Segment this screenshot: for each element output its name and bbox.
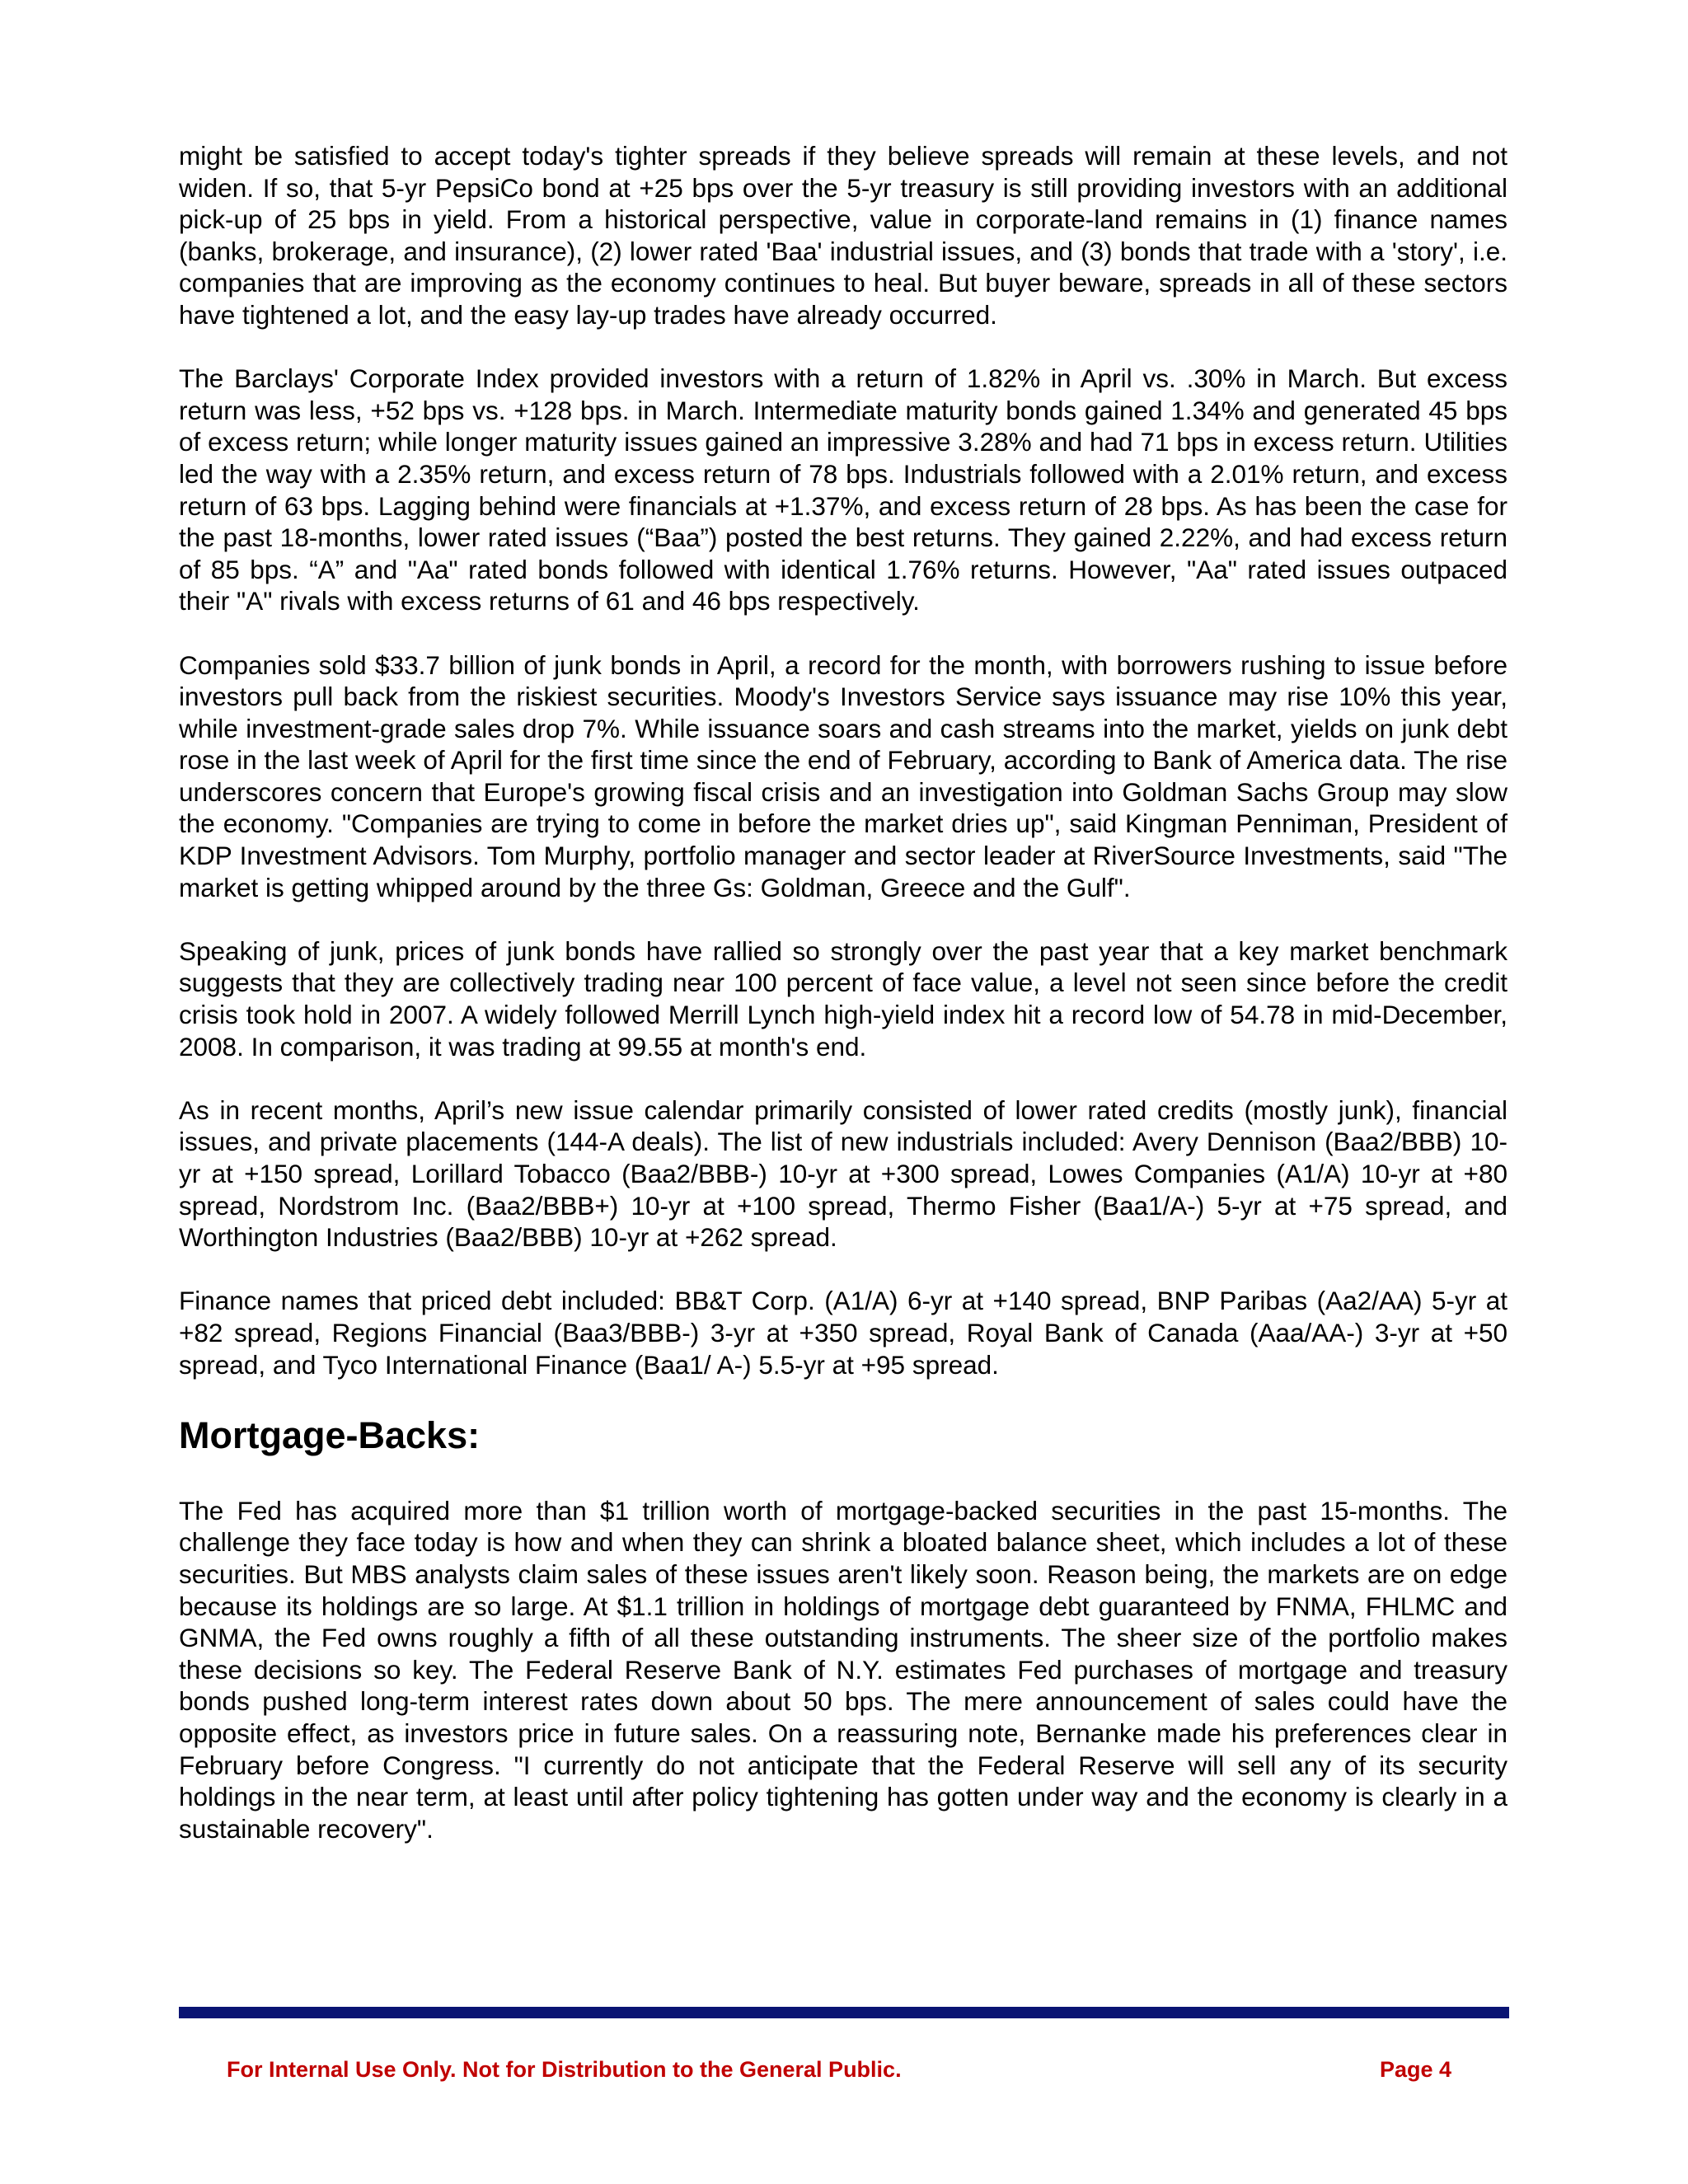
paragraph-fed-mbs: The Fed has acquired more than $1 trillion worth of mortgage-backed securities in the past 15-months. The challenge they face today is how and when they can shrink a bloated balance sheet, which includes a lot of these securities. But MBS analysts claim sales of these issues aren't likely soon. Reason being, the markets are on edge because its holdings are so large. At $1.1 trillion in holdings of mortgage debt guaranteed by FNMA, FHLMC and GNMA, the Fed owns roughly a fifth of all these outstanding instruments. The sheer size of the portfolio makes these decisions so key. The Federal Reserve Bank of N.Y. estimates Fed purchases of mortgage and treasury bonds pushed long-term interest rates down about 50 bps. The mere announcement of sales could have the opposite effect, as investors price in future sales. On a reassuring note, Bernanke made his preferences clear in February before Congress. "I currently do not anticipate that the Federal Reserve will sell any of its security holdings in the near term, at least until after policy tightening has gotten under way and the economy is clearly in a sustainable recovery". <box>179 1495 1507 1844</box>
footer-divider <box>179 2007 1509 2018</box>
paragraph-new-industrials: As in recent months, April’s new issue calendar primarily consisted of lower rated credits (mostly junk), financial issues, and private placements (144-A deals). The list of new industrials included: Avery Dennison (Baa2/BBB) 10-yr at +150 spread, Lorillard Tobacco (Baa2/BBB-) 10-yr at +300 spread, Lowes Companies (A1/A) 10-yr at +80 spread, Nordstrom Inc. (Baa2/BBB+) 10-yr at +100 spread, Thermo Fisher (Baa1/A-) 5-yr at +75 spread, and Worthington Industries (Baa2/BBB) 10-yr at +262 spread. <box>179 1094 1507 1253</box>
paragraph-spread-value: might be satisfied to accept today's tighter spreads if they believe spreads will remain at these levels, and not widen. If so, that 5-yr PepsiCo bond at +25 bps over the 5-yr treasury is still providing investors with an additional pick-up of 25 bps in yield. From a historical perspective, value in corporate-land remains in (1) finance names (banks, brokerage, and insurance), (2) lower rated 'Baa' industrial issues, and (3) bonds that trade with a 'story', i.e. companies that are improving as the economy continues to heal. But buyer beware, spreads in all of these sectors have tightened a lot, and the easy lay-up trades have already occurred. <box>179 141 1507 330</box>
page-number: Page 4 <box>1380 2057 1452 2082</box>
section-heading-mortgage-backs: Mortgage-Backs: <box>179 1413 481 1456</box>
paragraph-junk-prices: Speaking of junk, prices of junk bonds have rallied so strongly over the past year that a key market benchmark suggests that they are collectively trading near 100 percent of face value, a level not seen since before the credit crisis took hold in 2007. A widely followed Merrill Lynch high-yield index hit a record low of 54.78 in mid-December, 2008. In comparison, it was trading at 99.55 at month's end. <box>179 935 1507 1062</box>
footer-disclaimer: For Internal Use Only. Not for Distribution to the General Public. <box>227 2057 902 2082</box>
paragraph-barclays-index: The Barclays' Corporate Index provided investors with a return of 1.82% in April vs. .30% in March. But excess return was less, +52 bps vs. +128 bps. in March. Intermediate maturity bonds gained 1.34% and generated 45 bps of excess return; while longer maturity issues gained an impressive 3.28% and had 71 bps in excess return. Utilities led the way with a 2.35% return, and excess return of 78 bps. Industrials followed with a 2.01% return, and excess return of 63 bps. Lagging behind were financials at +1.37%, and excess return of 28 bps. As has been the case for the past 18-months, lower rated issues (“Baa”) posted the best returns. They gained 2.22%, and had excess return of 85 bps. “A” and "Aa" rated bonds followed with identical 1.76% returns. However, "Aa" rated issues outpaced their "A" rivals with excess returns of 61 and 46 bps respectively. <box>179 363 1507 616</box>
paragraph-junk-issuance: Companies sold $33.7 billion of junk bonds in April, a record for the month, with borrowers rushing to issue before investors pull back from the riskiest securities. Moody's Investors Service says issuance may rise 10% this year, while investment-grade sales drop 7%. While issuance soars and cash streams into the market, yields on junk debt rose in the last week of April for the first time since the end of February, according to Bank of America data. The rise underscores concern that Europe's growing fiscal crisis and an investigation into Goldman Sachs Group may slow the economy. "Companies are trying to come in before the market dries up", said Kingman Penniman, President of KDP Investment Advisors. Tom Murphy, portfolio manager and sector leader at RiverSource Investments, said "The market is getting whipped around by the three Gs: Goldman, Greece and the Gulf". <box>179 649 1507 902</box>
document-body <box>179 140 1507 1877</box>
paragraph-finance-names: Finance names that priced debt included: BB&T Corp. (A1/A) 6-yr at +140 spread, BNP Paribas (Aa2/AA) 5-yr at +82 spread, Regions Financial (Baa3/BBB-) 3-yr at +350 spread, Royal Bank of Canada (Aaa/AA-) 3-yr at +50 spread, and Tyco International Finance (Baa1/ A-) 5.5-yr at +95 spread. <box>179 1286 1507 1380</box>
